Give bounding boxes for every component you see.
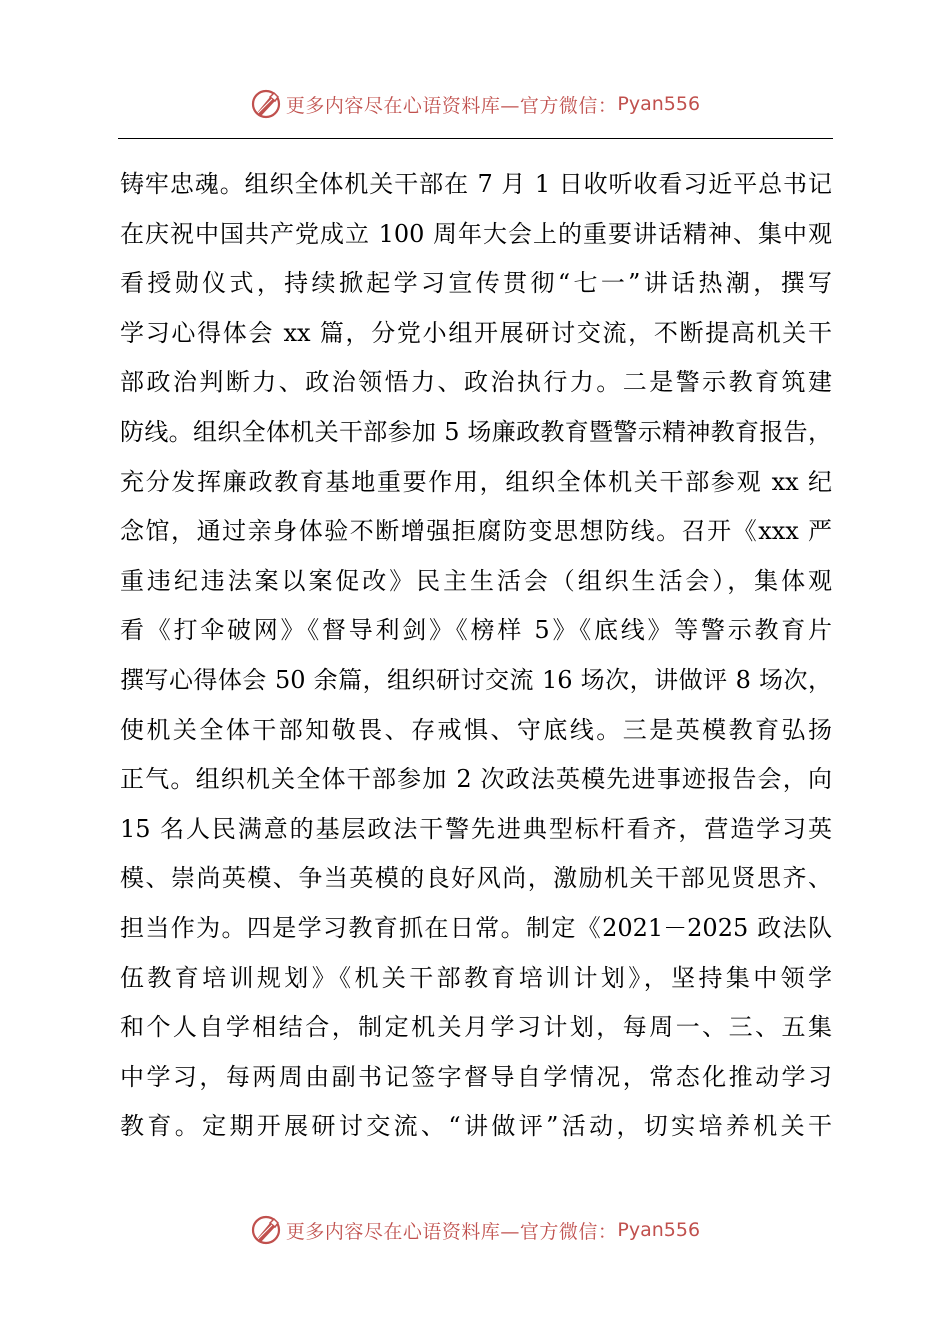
body-line: 学习心得体会 xx 篇，分党小组开展研讨交流，不断提高机关干: [120, 318, 832, 347]
pen-nib-logo-icon: [250, 88, 282, 120]
body-line: 撰写心得体会 50 余篇，组织研讨交流 16 场次，讲做评 8 场次，: [120, 665, 832, 694]
body-line: 在庆祝中国共产党成立 100 周年大会上的重要讲话精神、集中观: [120, 219, 832, 248]
body-line: 担当作为。四是学习教育抓在日常。制定《2021－2025 政法队: [120, 913, 832, 942]
pen-nib-logo-icon: [250, 1214, 282, 1246]
header-banner-text: 更多内容尽在心语资料库—官方微信：: [285, 94, 618, 117]
header-wechat-id: Pyan556: [617, 93, 701, 115]
body-line: 模、崇尚英模、争当英模的良好风尚，激励机关干部见贤思齐、: [120, 864, 832, 893]
header-banner: [0, 86, 950, 122]
body-line: 念馆，通过亲身体验不断增强拒腐防变思想防线。召开《xxx 严: [120, 517, 832, 546]
footer-banner: [0, 1212, 950, 1248]
body-line: 中学习，每两周由副书记签字督导自学情况，常态化推动学习: [120, 1062, 832, 1091]
document-body: [120, 160, 832, 1152]
footer-wechat-id: Pyan556: [617, 1219, 701, 1241]
body-line: 正气。组织机关全体干部参加 2 次政法英模先进事迹报告会，向: [120, 765, 832, 794]
body-line: 看授勋仪式，持续掀起学习宣传贯彻“七一”讲话热潮，撰写: [120, 269, 832, 298]
body-line: 看《打伞破网》《督导利剑》《榜样 5》《底线》等警示教育片: [120, 616, 832, 645]
body-line: 15 名人民满意的基层政法干警先进典型标杆看齐，营造学习英: [120, 814, 832, 843]
body-line: 防线。组织全体机关干部参加 5 场廉政教育暨警示精神教育报告，: [120, 417, 832, 446]
footer-banner-text: 更多内容尽在心语资料库—官方微信：: [285, 1220, 618, 1243]
header-divider: [118, 138, 833, 139]
body-line: 使机关全体干部知敬畏、存戒惧、守底线。三是英模教育弘扬: [120, 715, 832, 744]
body-line: 铸牢忠魂。组织全体机关干部在 7 月 1 日收听收看习近平总书记: [120, 170, 832, 198]
body-line: 充分发挥廉政教育基地重要作用，组织全体机关干部参观 xx 纪: [120, 467, 832, 496]
body-line: 部政治判断力、政治领悟力、政治执行力。二是警示教育筑建: [120, 368, 832, 397]
body-line: 教育。定期开展研讨交流、“讲做评”活动，切实培养机关干: [120, 1112, 832, 1141]
body-line: 伍教育培训规划》《机关干部教育培训计划》，坚持集中领学: [120, 963, 832, 992]
body-line: 重违纪违法案以案促改》民主生活会（组织生活会），集体观: [120, 566, 832, 595]
body-line: 和个人自学相结合，制定机关月学习计划，每周一、三、五集: [120, 1013, 832, 1042]
